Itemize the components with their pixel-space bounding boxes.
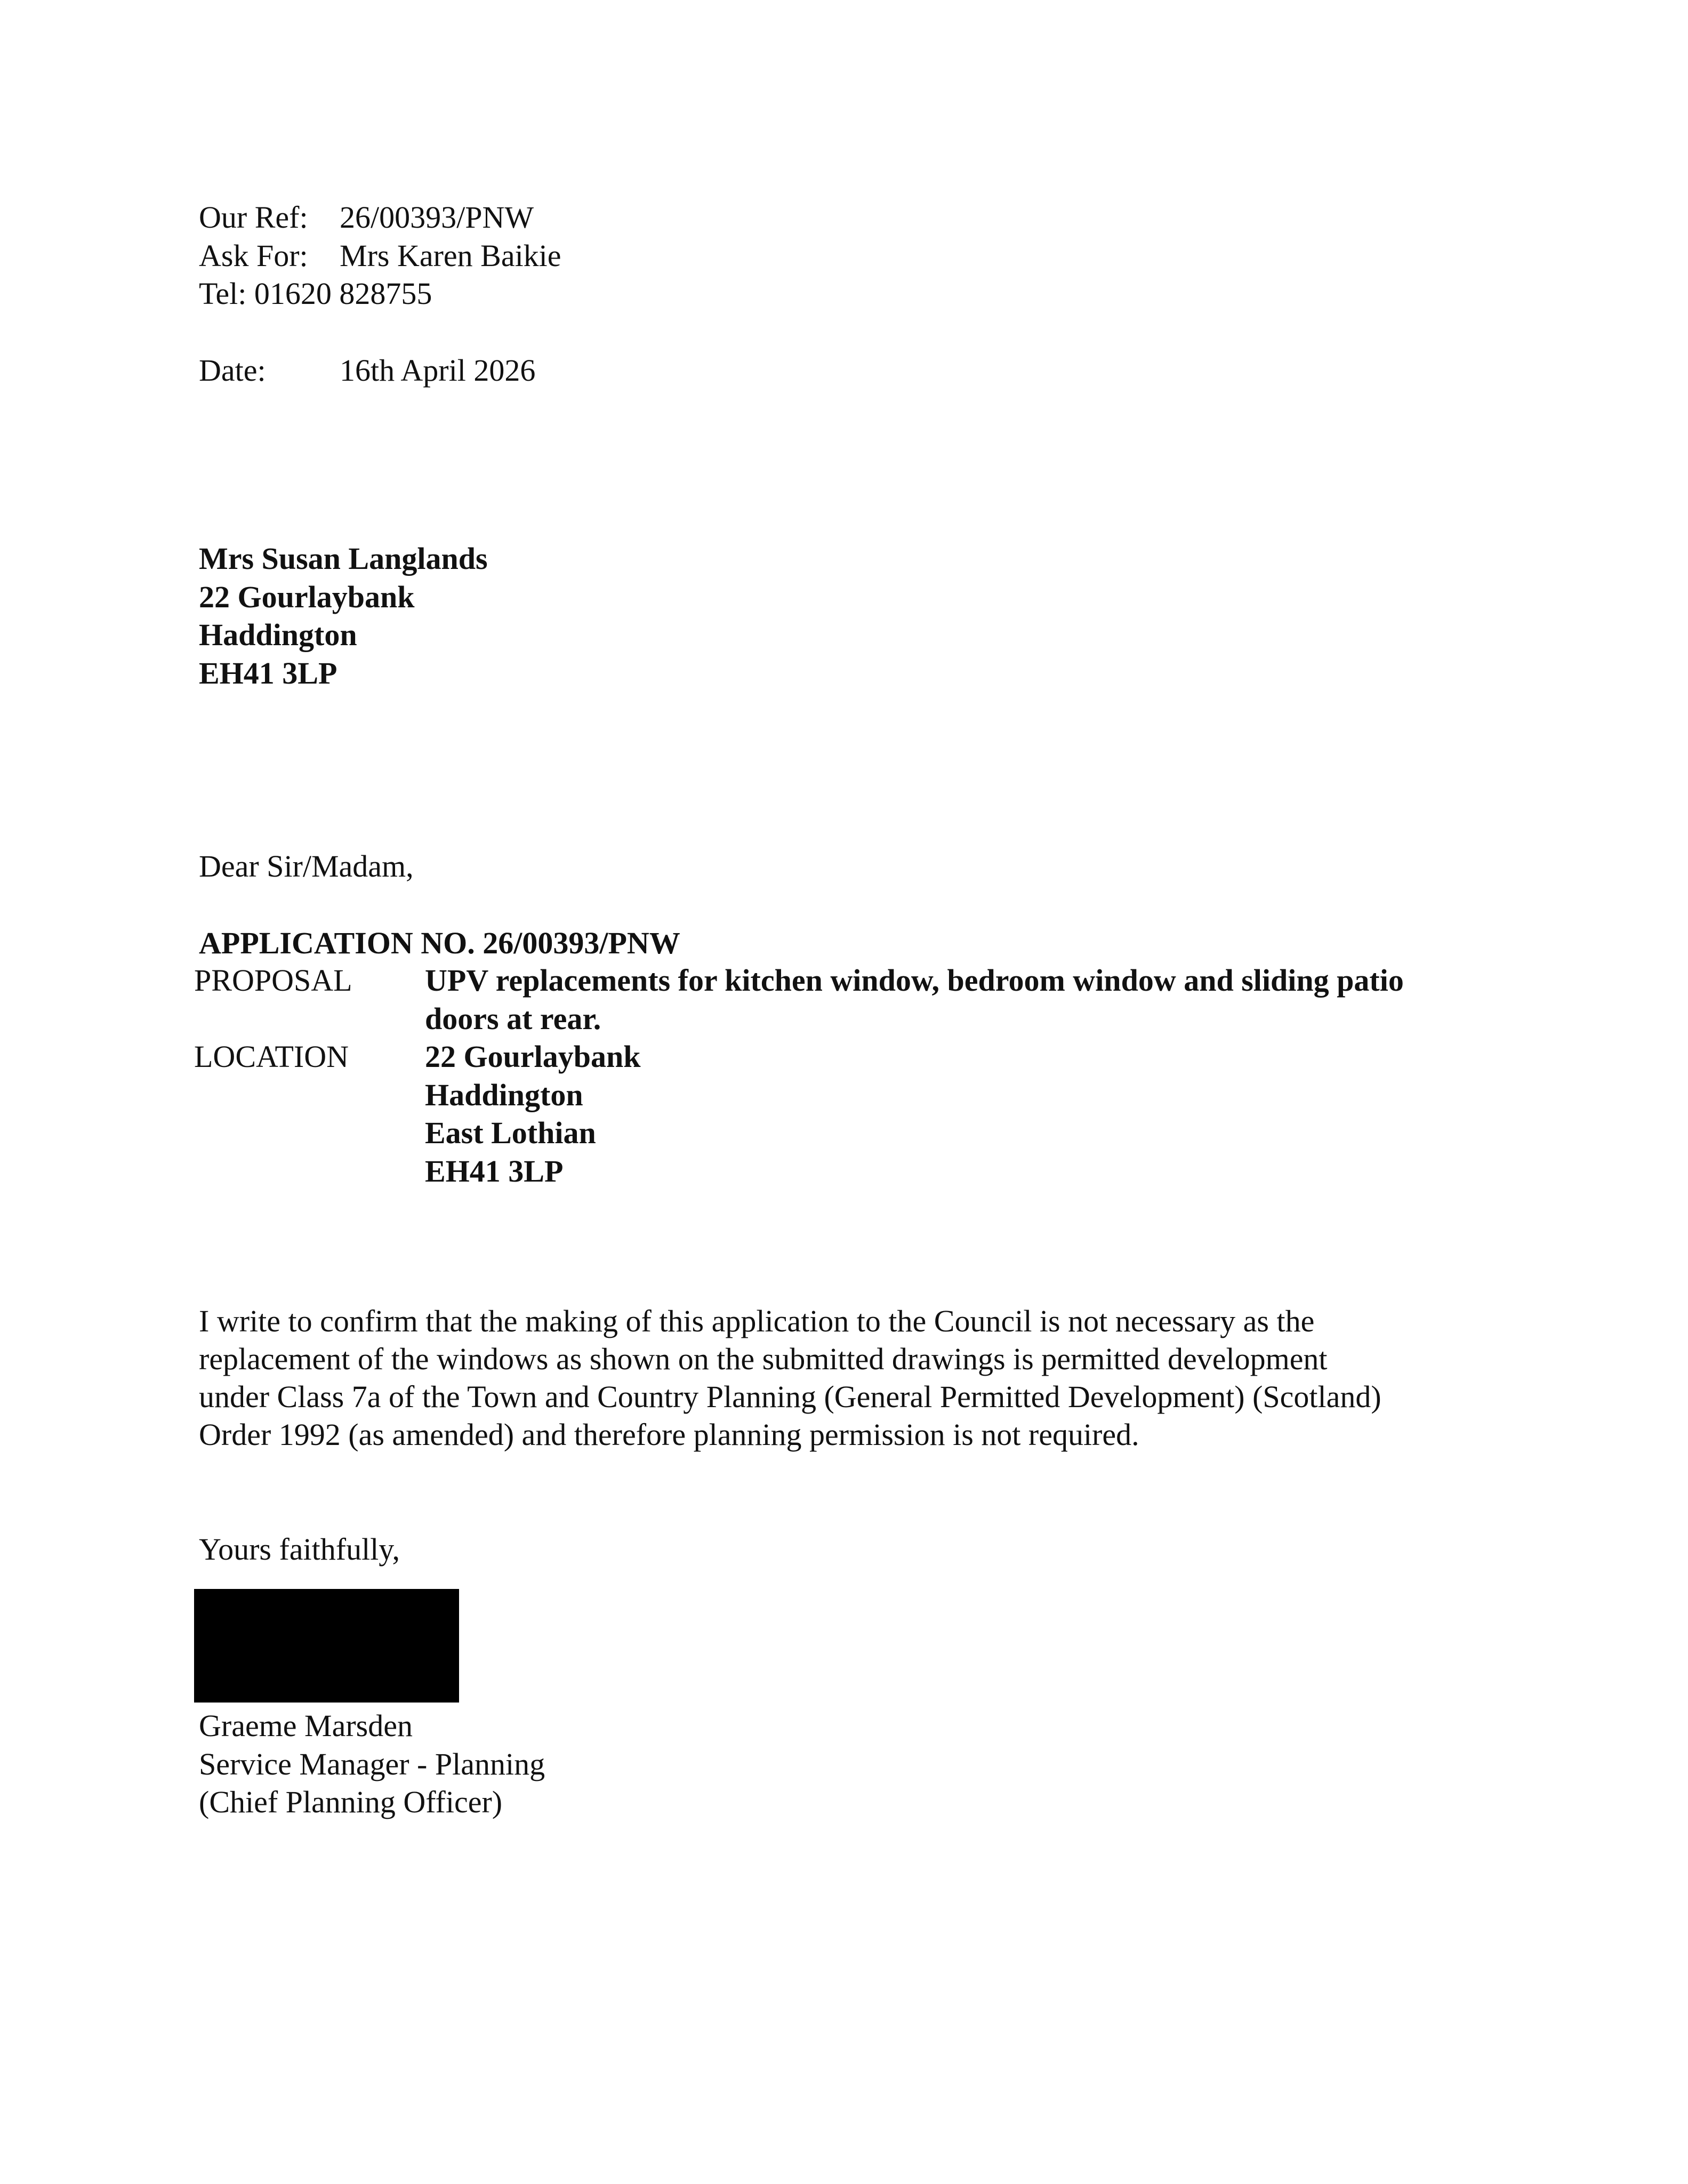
signatory-name: Graeme Marsden bbox=[199, 1708, 413, 1743]
signatory-role: (Chief Planning Officer) bbox=[199, 1785, 503, 1819]
location-line: Haddington bbox=[425, 1077, 583, 1112]
signatory-block bbox=[199, 1707, 545, 1821]
recipient-town: Haddington bbox=[199, 617, 357, 652]
location-line: 22 Gourlaybank bbox=[425, 1039, 641, 1074]
ask-for-value: Mrs Karen Baikie bbox=[340, 238, 561, 273]
body-line: I write to confirm that the making of this application to the Council is not necessary as the bbox=[199, 1304, 1315, 1338]
location-line: East Lothian bbox=[425, 1115, 596, 1150]
body-paragraph bbox=[199, 1302, 1505, 1454]
redacted-signature bbox=[194, 1589, 459, 1703]
proposal-line: doors at rear. bbox=[425, 1001, 601, 1036]
location-label: LOCATION bbox=[194, 1039, 349, 1074]
recipient-address bbox=[199, 540, 488, 692]
date-row bbox=[199, 351, 535, 390]
our-ref-label: Our Ref: bbox=[199, 200, 308, 235]
closing: Yours faithfully, bbox=[199, 1532, 400, 1567]
date-label: Date: bbox=[199, 353, 266, 388]
body-line: Order 1992 (as amended) and therefore planning permission is not required. bbox=[199, 1417, 1139, 1452]
location-line: EH41 3LP bbox=[425, 1153, 564, 1189]
proposal-value bbox=[425, 961, 1491, 1038]
application-heading: APPLICATION NO. 26/00393/PNW bbox=[199, 926, 680, 960]
recipient-street: 22 Gourlaybank bbox=[199, 579, 415, 614]
tel-text: Tel: 01620 828755 bbox=[199, 276, 432, 311]
body-line: replacement of the windows as shown on the submitted drawings is permitted development bbox=[199, 1342, 1328, 1376]
body-line: under Class 7a of the Town and Country Planning (General Permitted Development) (Scotland) bbox=[199, 1379, 1381, 1414]
proposal-label: PROPOSAL bbox=[194, 963, 352, 998]
tel-row bbox=[199, 275, 432, 313]
salutation: Dear Sir/Madam, bbox=[199, 849, 414, 884]
date-value: 16th April 2026 bbox=[340, 353, 536, 388]
recipient-postcode: EH41 3LP bbox=[199, 655, 337, 690]
recipient-name: Mrs Susan Langlands bbox=[199, 541, 488, 576]
our-ref-row bbox=[199, 198, 534, 237]
location-value bbox=[425, 1038, 1491, 1190]
ask-for-row bbox=[199, 237, 561, 275]
proposal-line: UPV replacements for kitchen window, bedroom window and sliding patio bbox=[425, 963, 1404, 998]
signatory-title: Service Manager - Planning bbox=[199, 1746, 545, 1781]
our-ref-value: 26/00393/PNW bbox=[340, 200, 534, 235]
ask-for-label: Ask For: bbox=[199, 238, 308, 273]
